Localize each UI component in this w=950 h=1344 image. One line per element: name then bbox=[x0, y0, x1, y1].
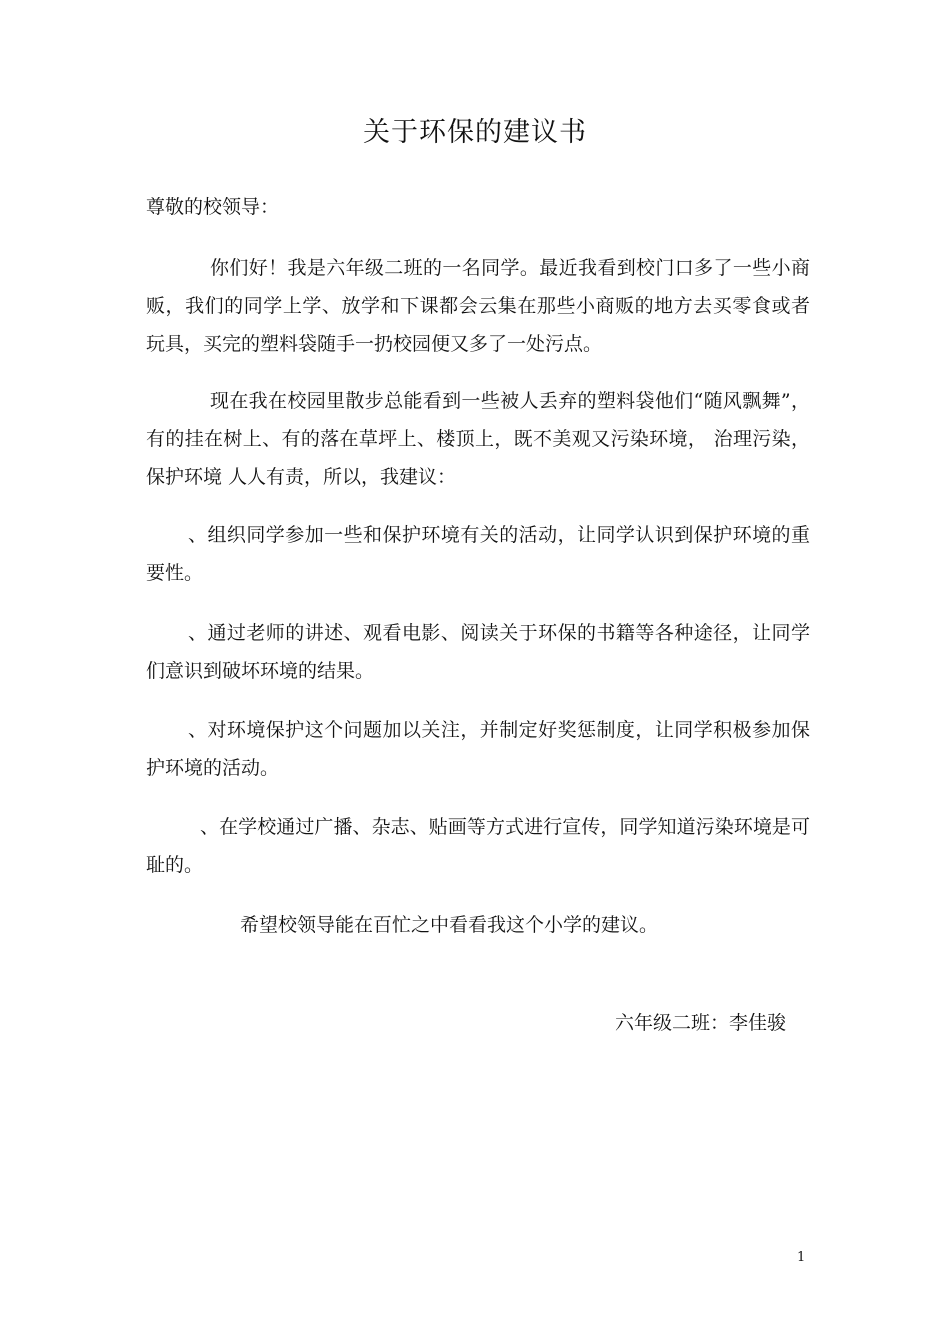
closing-line: 希望校领导能在百忙之中看看我这个小学的建议。 bbox=[240, 914, 659, 936]
signature: 六年级二班：李佳骏 bbox=[615, 1012, 787, 1034]
document-title: 关于环保的建议书 bbox=[363, 117, 587, 148]
paragraph-intro: 你们好！我是六年级二班的一名同学。最近我看到校门口多了一些小商贩，我们的同学上学、放学和下课都会云集在那些小商贩的地方去买零食或者玩具，买完的塑料袋随手一扔校园便又多了一处污点。 bbox=[146, 257, 810, 355]
suggestion-item: 、在学校通过广播、杂志、贴画等方式进行宣传，同学知道污染环境是可耻的。 bbox=[146, 816, 810, 876]
suggestion-item: 、组织同学参加一些和保护环境有关的活动，让同学认识到保护环境的重要性。 bbox=[146, 524, 810, 584]
paragraph-observation: 现在我在校园里散步总能看到一些被人丢弃的塑料袋他们“随风飘舞”，有的挂在树上、有的落在草坪上、楼顶上，既不美观又污染环境， 治理污染，保护环境 人人有责，所以，我建议： bbox=[146, 390, 810, 488]
salutation: 尊敬的校领导： bbox=[146, 196, 280, 218]
page-number: 1 bbox=[797, 1250, 806, 1265]
suggestion-item: 、对环境保护这个问题加以关注，并制定好奖惩制度，让同学积极参加保护环境的活动。 bbox=[146, 719, 810, 779]
suggestion-item: 、通过老师的讲述、观看电影、阅读关于环保的书籍等各种途径，让同学们意识到破坏环境的结果。 bbox=[146, 622, 810, 682]
